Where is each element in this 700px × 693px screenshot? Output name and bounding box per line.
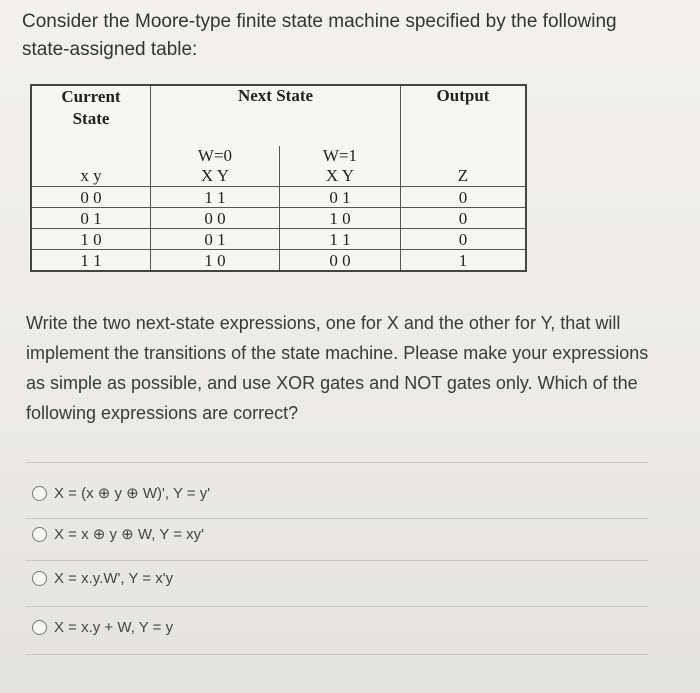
header-output: Output [401, 85, 527, 146]
sub-output-label: Z [457, 166, 469, 185]
answer-option-2[interactable] [32, 525, 204, 543]
table-row [31, 250, 526, 272]
divider [26, 606, 648, 607]
question-description: Write the two next-state expressions, one for X and the other for Y, that will implement the transitions of the state machine. Please make your expressions as simple as possible, and use XOR gates and NOT gates only. Which of the following expressions are correct? [26, 313, 649, 423]
answer-option-label: X = x ⊕ y ⊕ W, Y = xy' [54, 526, 204, 543]
header-state-label: State [72, 109, 110, 128]
sub-current-label: x y [80, 166, 102, 185]
divider [26, 654, 648, 655]
cell-output: 0 [401, 229, 527, 250]
table-header-row [31, 85, 526, 146]
cell-w1: 0 1 [280, 187, 401, 208]
state-table-container [30, 84, 527, 272]
cell-w1: 0 0 [280, 250, 401, 272]
w0-label: W=0 [197, 146, 233, 165]
divider [26, 560, 648, 561]
cell-output: 0 [401, 187, 527, 208]
radio-button-icon[interactable] [32, 620, 47, 635]
cell-w0: 0 1 [151, 229, 280, 250]
cell-current: 0 0 [31, 187, 151, 208]
state-assigned-table [30, 84, 527, 272]
answer-option-1[interactable] [32, 484, 210, 502]
table-row [31, 229, 526, 250]
table-subheader-row [31, 146, 526, 187]
w0-xy-label: X Y [200, 166, 230, 185]
cell-w0: 1 1 [151, 187, 280, 208]
header-next-state-label: Next State [237, 86, 314, 105]
divider [26, 518, 648, 519]
header-current-state [31, 85, 151, 146]
sub-w1 [280, 146, 401, 187]
table-row [31, 208, 526, 229]
answer-option-label: X = (x ⊕ y ⊕ W)', Y = y' [54, 485, 211, 502]
cell-w0: 0 0 [151, 208, 280, 229]
cell-current: 0 1 [31, 208, 151, 229]
header-current-label: Current [61, 87, 121, 106]
cell-current: 1 1 [31, 250, 151, 272]
w1-xy-label: X Y [325, 166, 355, 185]
cell-output: 1 [401, 250, 527, 272]
answer-option-label: X = x.y.W', Y = x'y [54, 570, 174, 587]
cell-current: 1 0 [31, 229, 151, 250]
sub-w0 [151, 146, 280, 187]
cell-w0: 1 0 [151, 250, 280, 272]
question-intro: Consider the Moore-type finite state machine specified by the following state-assigned table: [22, 11, 617, 60]
w1-label: W=1 [322, 146, 358, 165]
cell-output: 0 [401, 208, 527, 229]
sub-current [31, 146, 151, 187]
cell-w1: 1 0 [280, 208, 401, 229]
divider [26, 462, 648, 463]
answer-option-3[interactable] [32, 570, 173, 587]
table-row [31, 187, 526, 208]
radio-button-icon[interactable] [32, 571, 47, 586]
cell-w1: 1 1 [280, 229, 401, 250]
header-next-state [151, 85, 401, 146]
answer-option-4[interactable] [32, 619, 173, 636]
sub-output [401, 146, 527, 187]
answer-option-label: X = x.y + W, Y = y [54, 619, 174, 636]
radio-button-icon[interactable] [32, 486, 47, 501]
radio-button-icon[interactable] [32, 527, 47, 542]
